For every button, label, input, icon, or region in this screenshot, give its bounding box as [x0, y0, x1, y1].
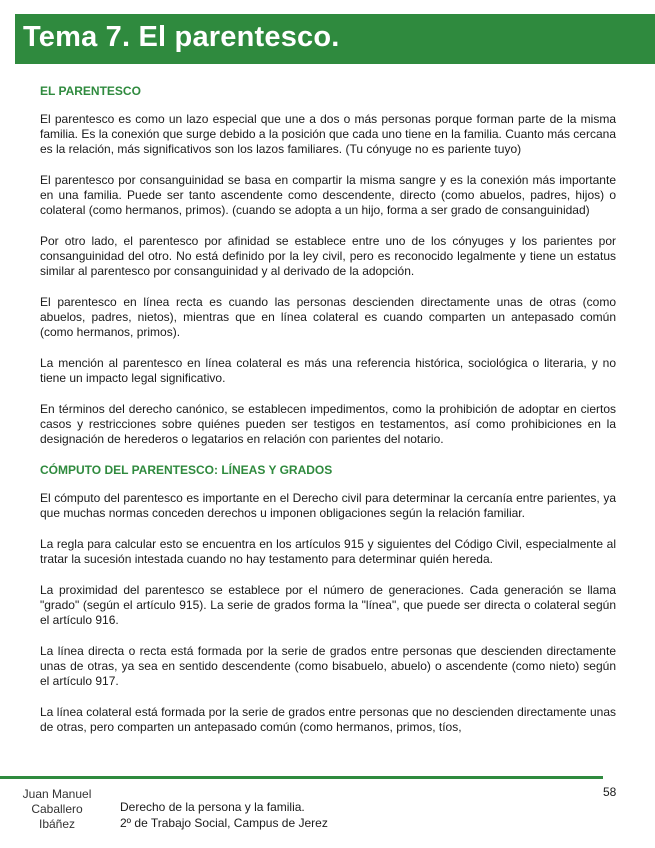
author-line: Ibáñez [38, 817, 76, 831]
paragraph: El cómputo del parentesco es importante en el Derecho civil para determinar la cercanía entre parientes, ya que muchas normas conceden derechos u imponen obligaciones según la relación familiar. [40, 491, 616, 520]
author-line: Juan Manuel [22, 787, 92, 801]
paragraph: El parentesco por consanguinidad se basa en compartir la misma sangre y es la conexión más importante en una familia. Puede ser tanto ascendente como descendente, directo (como abuelos, padres, hijos) o colateral (como hermanos, primos). (cuando se adopta a un hijo, forma a ser grado de consanguinidad) [40, 173, 616, 217]
paragraph: Por otro lado, el parentesco por afinidad se establece entre uno de los cónyuges y los parientes por consanguinidad del otro. No está definido por la ley civil, pero es reconocido legalmente y tiene un estatus similar al parentesco por consanguinidad y al derivado de la adopción. [40, 234, 616, 278]
footer-divider [0, 776, 603, 779]
page-title: Tema 7. El parentesco. [23, 21, 340, 53]
title-banner [15, 14, 655, 64]
paragraph: La regla para calcular esto se encuentra en los artículos 915 y siguientes del Código Civil, especialmente al tratar la sucesión intestada cuando no hay testamento para determinar quién hereda. [40, 537, 616, 566]
course-line: 2º de Trabajo Social, Campus de Jerez [120, 816, 328, 830]
page-number: 58 [603, 785, 617, 799]
author-line: Caballero [31, 802, 83, 816]
paragraph: El parentesco en línea recta es cuando las personas descienden directamente unas de otras (como abuelos, padres, nietos), mientras que en línea colateral es cuando comparten un antepasado común (como hermanos, primos). [40, 295, 616, 339]
course-info [120, 799, 328, 831]
course-line: Derecho de la persona y la familia. [120, 800, 305, 814]
paragraph: El parentesco es como un lazo especial que une a dos o más personas porque forman parte de la misma familia. Es la conexión que surge debido a la posición que cada uno tiene en la familia. Cuanto más cercana es la relación, más significativos son los lazos familiares. (Tu cónyuge no es pariente tuyo) [40, 112, 616, 156]
document-body [40, 84, 616, 735]
paragraph: La línea colateral está formada por la serie de grados entre personas que no descienden directamente unas de otras, pero comparten un antepasado común (como hermanos, primos, tíos, [40, 705, 616, 734]
section-heading-parentesco: EL PARENTESCO [40, 84, 141, 98]
paragraph: La línea directa o recta está formada por la serie de grados entre personas que descienden directamente unas de otras, ya sea en sentido descendente (como bisabuelo, abuelo) o ascendente (como nieto) según el artículo 917. [40, 644, 616, 688]
paragraph: La proximidad del parentesco se establece por el número de generaciones. Cada generación se llama "grado" (según el artículo 915). La serie de grados forma la "línea", que puede ser directa o colateral según el artículo 916. [40, 583, 616, 627]
paragraph: En términos del derecho canónico, se establecen impedimentos, como la prohibición de adoptar en ciertos casos y restricciones sobre quiénes pueden ser testigos en testamentos, así como prohibiciones en la designación de herederos o legatarios en relación con parientes del notario. [40, 402, 616, 446]
author-block [12, 787, 102, 832]
paragraph: La mención al parentesco en línea colateral es más una referencia histórica, sociológica o literaria, y no tiene un impacto legal significativo. [40, 356, 616, 385]
section-heading-computo: CÓMPUTO DEL PARENTESCO: LÍNEAS Y GRADOS [40, 463, 333, 477]
